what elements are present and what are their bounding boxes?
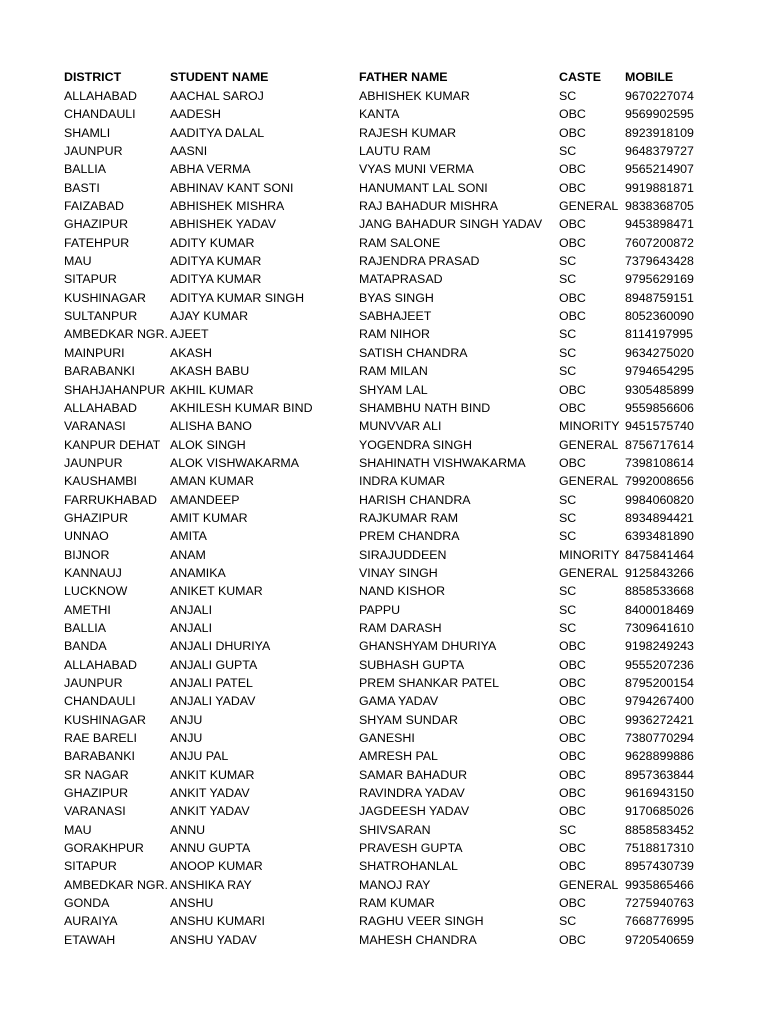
table-row: [64, 160, 704, 178]
header-caste: CASTE: [559, 70, 601, 84]
cell-caste: SC: [559, 914, 577, 929]
cell-district: MAINPURI: [64, 345, 125, 360]
cell-student-name: ANJALI: [170, 602, 213, 617]
cell-district: SR NAGAR: [64, 767, 129, 782]
cell-father-name: PRAVESH GUPTA: [359, 841, 463, 856]
cell-caste: OBC: [559, 455, 586, 470]
cell-caste: OBC: [559, 804, 586, 819]
cell-district: SITAPUR: [64, 272, 117, 287]
cell-father-name: HARISH CHANDRA: [359, 492, 471, 507]
table-row: [64, 637, 704, 655]
table-row: [64, 381, 704, 399]
cell-student-name: ANSHU YADAV: [170, 932, 257, 947]
cell-father-name: VINAY SINGH: [359, 565, 438, 580]
cell-student-name: ABHA VERMA: [170, 162, 251, 177]
cell-caste: OBC: [559, 235, 586, 250]
cell-father-name: SIRAJUDDEEN: [359, 547, 447, 562]
cell-student-name: ANIKET KUMAR: [170, 584, 263, 599]
cell-caste: OBC: [559, 657, 586, 672]
cell-caste: SC: [559, 822, 577, 837]
cell-student-name: ANJU: [170, 731, 203, 746]
table-row: [64, 142, 704, 160]
cell-caste: GENERAL: [559, 474, 619, 489]
cell-father-name: RAJKUMAR RAM: [359, 510, 459, 525]
cell-mobile: 7309641610: [625, 620, 694, 635]
cell-mobile: 7380770294: [625, 731, 694, 746]
table-row: [64, 527, 704, 545]
cell-caste: OBC: [559, 932, 586, 947]
cell-district: UNNAO: [64, 529, 109, 544]
cell-father-name: SHATROHANLAL: [359, 859, 458, 874]
cell-mobile: 6393481890: [625, 529, 694, 544]
cell-mobile: 8756717614: [625, 437, 694, 452]
cell-district: KANNAUJ: [64, 565, 122, 580]
cell-mobile: 8957430739: [625, 859, 694, 874]
cell-district: BALLIA: [64, 162, 107, 177]
cell-mobile: 7607200872: [625, 235, 694, 250]
cell-father-name: AMRESH PAL: [359, 749, 438, 764]
table-row: [64, 711, 704, 729]
table-row: [64, 839, 704, 857]
table-row: [64, 894, 704, 912]
cell-caste: SC: [559, 620, 577, 635]
cell-father-name: SUBHASH GUPTA: [359, 657, 465, 672]
cell-caste: GENERAL: [559, 199, 619, 214]
cell-father-name: PREM CHANDRA: [359, 529, 460, 544]
cell-father-name: SATISH CHANDRA: [359, 345, 468, 360]
cell-district: KUSHINAGAR: [64, 290, 146, 305]
cell-mobile: 9634275020: [625, 345, 694, 360]
cell-caste: SC: [559, 89, 577, 103]
cell-district: LUCKNOW: [64, 584, 128, 599]
cell-caste: SC: [559, 345, 577, 360]
cell-father-name: VYAS MUNI VERMA: [359, 162, 474, 177]
cell-caste: OBC: [559, 290, 586, 305]
table-row: [64, 472, 704, 490]
table-row: [64, 325, 704, 343]
cell-caste: OBC: [559, 180, 586, 195]
cell-student-name: AKASH: [170, 345, 213, 360]
header-district: DISTRICT: [64, 70, 122, 84]
cell-caste: OBC: [559, 767, 586, 782]
cell-caste: SC: [559, 529, 577, 544]
cell-father-name: JANG BAHADUR SINGH YADAV: [359, 217, 543, 232]
table-row: [64, 692, 704, 710]
cell-district: AURAIYA: [64, 914, 118, 929]
cell-district: KAUSHAMBI: [64, 474, 137, 489]
cell-mobile: 9628899886: [625, 749, 694, 764]
cell-student-name: AKHIL KUMAR: [170, 382, 254, 397]
table-row: [64, 491, 704, 509]
cell-student-name: ANKIT YADAV: [170, 786, 250, 801]
cell-father-name: RAJ BAHADUR MISHRA: [359, 199, 499, 214]
cell-father-name: RAJENDRA PRASAD: [359, 254, 480, 269]
cell-mobile: 9125843266: [625, 565, 694, 580]
header-student-name: STUDENT NAME: [170, 70, 269, 84]
table-row: [64, 454, 704, 472]
cell-father-name: RAVINDRA YADAV: [359, 786, 465, 801]
table-row: [64, 766, 704, 784]
cell-caste: GENERAL: [559, 877, 619, 892]
cell-father-name: LAUTU RAM: [359, 144, 431, 159]
cell-mobile: 9453898471: [625, 217, 694, 232]
cell-mobile: 9305485899: [625, 382, 694, 397]
cell-student-name: ANNU: [170, 822, 206, 837]
cell-district: AMBEDKAR NGR.: [64, 877, 168, 892]
cell-mobile: 9720540659: [625, 932, 694, 947]
cell-student-name: AJEET: [170, 327, 209, 342]
cell-district: KANPUR DEHAT: [64, 437, 161, 452]
cell-caste: OBC: [559, 712, 586, 727]
cell-mobile: 9198249243: [625, 639, 694, 654]
cell-student-name: ANKIT YADAV: [170, 804, 250, 819]
cell-caste: SC: [559, 510, 577, 525]
cell-father-name: YOGENDRA SINGH: [359, 437, 472, 452]
cell-caste: OBC: [559, 400, 586, 415]
cell-mobile: 8400018469: [625, 602, 694, 617]
cell-father-name: GAMA YADAV: [359, 694, 439, 709]
cell-student-name: ANJU PAL: [170, 749, 229, 764]
cell-student-name: AKASH BABU: [170, 364, 250, 379]
cell-district: JAUNPUR: [64, 455, 123, 470]
cell-student-name: ABHISHEK YADAV: [170, 217, 277, 232]
cell-father-name: MAHESH CHANDRA: [359, 932, 477, 947]
cell-mobile: 9648379727: [625, 144, 694, 159]
cell-father-name: RAM DARASH: [359, 620, 442, 635]
cell-mobile: 9919881871: [625, 180, 694, 195]
cell-student-name: ANSHU: [170, 896, 214, 911]
cell-student-name: ALISHA BANO: [170, 419, 252, 434]
cell-mobile: 9451575740: [625, 419, 694, 434]
cell-father-name: SHAHINATH VISHWAKARMA: [359, 455, 526, 470]
cell-student-name: ADITYA KUMAR SINGH: [170, 290, 305, 305]
cell-caste: OBC: [559, 694, 586, 709]
cell-district: JAUNPUR: [64, 144, 123, 159]
cell-mobile: 9794654295: [625, 364, 694, 379]
cell-father-name: KANTA: [359, 107, 400, 122]
cell-father-name: INDRA KUMAR: [359, 474, 446, 489]
cell-father-name: SHYAM LAL: [359, 382, 428, 397]
cell-student-name: ANKIT KUMAR: [170, 767, 255, 782]
cell-student-name: ANSHU KUMARI: [170, 914, 266, 929]
cell-father-name: SHAMBHU NATH BIND: [359, 400, 491, 415]
cell-father-name: RAM MILAN: [359, 364, 428, 379]
cell-mobile: 7275940763: [625, 896, 694, 911]
table-row: [64, 821, 704, 839]
cell-caste: MINORITY: [559, 419, 620, 434]
cell-district: BIJNOR: [64, 547, 110, 562]
cell-caste: OBC: [559, 309, 586, 324]
cell-district: BARABANKI: [64, 364, 135, 379]
table-row: [64, 876, 704, 894]
cell-father-name: PREM SHANKAR PATEL: [359, 676, 499, 690]
cell-student-name: AMANDEEP: [170, 492, 240, 507]
table-row: [64, 747, 704, 765]
cell-father-name: GHANSHYAM DHURIYA: [359, 639, 497, 654]
cell-district: SHAMLI: [64, 125, 111, 140]
cell-student-name: AACHAL SAROJ: [170, 89, 264, 103]
header-father-name: FATHER NAME: [359, 70, 448, 84]
cell-district: BANDA: [64, 639, 107, 654]
cell-caste: OBC: [559, 125, 586, 140]
cell-caste: OBC: [559, 896, 586, 911]
cell-student-name: ANAMIKA: [170, 565, 226, 580]
table-body: [64, 87, 704, 949]
cell-caste: SC: [559, 327, 577, 342]
cell-mobile: 9559856606: [625, 400, 694, 415]
cell-student-name: ADITY KUMAR: [170, 235, 255, 250]
table-row: [64, 417, 704, 435]
cell-student-name: AADITYA DALAL: [170, 125, 265, 140]
cell-father-name: MUNVVAR ALI: [359, 419, 442, 434]
cell-district: SHAHJAHANPUR: [64, 382, 166, 397]
table-row: [64, 656, 704, 674]
cell-father-name: HANUMANT LAL SONI: [359, 180, 488, 195]
cell-mobile: 9170685026: [625, 804, 694, 819]
cell-mobile: 7518817310: [625, 841, 694, 856]
cell-father-name: PAPPU: [359, 602, 401, 617]
cell-caste: OBC: [559, 107, 586, 122]
cell-father-name: BYAS SINGH: [359, 290, 434, 305]
cell-mobile: 9670227074: [625, 89, 694, 103]
cell-caste: SC: [559, 492, 577, 507]
cell-student-name: ABHISHEK MISHRA: [170, 199, 285, 214]
cell-mobile: 8858533668: [625, 584, 694, 599]
cell-caste: SC: [559, 254, 577, 269]
cell-mobile: 9555207236: [625, 657, 694, 672]
table-row: [64, 289, 704, 307]
cell-student-name: ANNU GUPTA: [170, 841, 251, 856]
cell-caste: GENERAL: [559, 565, 619, 580]
cell-student-name: ALOK VISHWAKARMA: [170, 455, 299, 470]
cell-father-name: MANOJ RAY: [359, 877, 431, 892]
cell-father-name: RAJESH KUMAR: [359, 125, 457, 140]
cell-student-name: ANJALI GUPTA: [170, 657, 258, 672]
cell-mobile: 9838368705: [625, 199, 694, 214]
table-row: [64, 802, 704, 820]
cell-student-name: ABHINAV KANT SONI: [170, 180, 294, 195]
cell-caste: OBC: [559, 217, 586, 232]
cell-district: GHAZIPUR: [64, 510, 129, 525]
cell-mobile: 7992008656: [625, 474, 694, 489]
cell-district: AMETHI: [64, 602, 111, 617]
cell-father-name: RAGHU VEER SINGH: [359, 914, 484, 929]
cell-district: GORAKHPUR: [64, 841, 144, 856]
student-table: [64, 68, 704, 949]
cell-father-name: RAM KUMAR: [359, 896, 435, 911]
cell-student-name: ANAM: [170, 547, 206, 562]
table-row: [64, 931, 704, 949]
cell-father-name: SAMAR BAHADUR: [359, 767, 468, 782]
table-row: [64, 87, 704, 105]
cell-district: FARRUKHABAD: [64, 492, 157, 507]
table-row: [64, 601, 704, 619]
cell-district: ETAWAH: [64, 932, 116, 947]
cell-caste: SC: [559, 602, 577, 617]
cell-student-name: ADITYA KUMAR: [170, 254, 262, 269]
cell-mobile: 8795200154: [625, 676, 694, 690]
cell-student-name: ANOOP KUMAR: [170, 859, 263, 874]
cell-student-name: AKHILESH KUMAR BIND: [170, 400, 313, 415]
cell-father-name: GANESHI: [359, 731, 415, 746]
cell-mobile: 7379643428: [625, 254, 694, 269]
cell-student-name: ANJALI DHURIYA: [170, 639, 271, 654]
cell-father-name: JAGDEESH YADAV: [359, 804, 470, 819]
cell-district: BASTI: [64, 180, 100, 195]
table-row: [64, 912, 704, 930]
cell-caste: OBC: [559, 859, 586, 874]
cell-district: ALLAHABAD: [64, 657, 138, 672]
header-mobile: MOBILE: [625, 70, 674, 84]
cell-student-name: ANJALI YADAV: [170, 694, 256, 709]
cell-district: JAUNPUR: [64, 676, 123, 690]
cell-district: GONDA: [64, 896, 110, 911]
cell-caste: OBC: [559, 731, 586, 746]
cell-father-name: SHYAM SUNDAR: [359, 712, 458, 727]
cell-caste: OBC: [559, 749, 586, 764]
cell-mobile: 9935865466: [625, 877, 694, 892]
cell-mobile: 8934894421: [625, 510, 694, 525]
cell-district: BARABANKI: [64, 749, 135, 764]
cell-father-name: MATAPRASAD: [359, 272, 443, 287]
cell-district: KUSHINAGAR: [64, 712, 146, 727]
cell-mobile: 8475841464: [625, 547, 694, 562]
cell-district: ALLAHABAD: [64, 89, 138, 103]
cell-student-name: ADITYA KUMAR: [170, 272, 262, 287]
table-row: [64, 546, 704, 564]
cell-father-name: RAM SALONE: [359, 235, 441, 250]
cell-student-name: ANJU: [170, 712, 203, 727]
cell-mobile: 8052360090: [625, 309, 694, 324]
header-row: [64, 68, 704, 87]
table-row: [64, 234, 704, 252]
cell-student-name: ANJALI PATEL: [170, 676, 253, 690]
cell-mobile: 8957363844: [625, 767, 694, 782]
cell-father-name: RAM NIHOR: [359, 327, 430, 342]
student-list-sheet: [64, 68, 744, 949]
cell-district: CHANDAULI: [64, 694, 136, 709]
cell-caste: OBC: [559, 676, 586, 690]
table-row: [64, 179, 704, 197]
cell-district: ALLAHABAD: [64, 400, 138, 415]
cell-mobile: 9565214907: [625, 162, 694, 177]
cell-mobile: 8858583452: [625, 822, 694, 837]
cell-mobile: 8923918109: [625, 125, 694, 140]
cell-mobile: 9795629169: [625, 272, 694, 287]
cell-mobile: 9616943150: [625, 786, 694, 801]
table-row: [64, 857, 704, 875]
cell-student-name: AJAY KUMAR: [170, 309, 249, 324]
cell-caste: SC: [559, 272, 577, 287]
cell-caste: OBC: [559, 639, 586, 654]
cell-mobile: 9794267400: [625, 694, 694, 709]
cell-caste: MINORITY: [559, 547, 620, 562]
cell-district: VARANASI: [64, 419, 126, 434]
cell-student-name: AMITA: [170, 529, 207, 544]
cell-father-name: ABHISHEK KUMAR: [359, 89, 470, 103]
cell-district: GHAZIPUR: [64, 786, 129, 801]
cell-mobile: 9569902595: [625, 107, 694, 122]
cell-mobile: 9984060820: [625, 492, 694, 507]
table-row: [64, 582, 704, 600]
cell-caste: OBC: [559, 162, 586, 177]
cell-student-name: ANJALI: [170, 620, 213, 635]
cell-district: RAE BARELI: [64, 731, 137, 746]
cell-district: SULTANPUR: [64, 309, 138, 324]
table-row: [64, 784, 704, 802]
cell-district: VARANASI: [64, 804, 126, 819]
table-row: [64, 215, 704, 233]
cell-mobile: 8948759151: [625, 290, 694, 305]
table-row: [64, 344, 704, 362]
cell-district: GHAZIPUR: [64, 217, 129, 232]
cell-student-name: AMIT KUMAR: [170, 510, 248, 525]
cell-district: AMBEDKAR NGR.: [64, 327, 168, 342]
cell-caste: OBC: [559, 841, 586, 856]
cell-father-name: NAND KISHOR: [359, 584, 446, 599]
cell-student-name: ALOK SINGH: [170, 437, 246, 452]
table-row: [64, 436, 704, 454]
cell-mobile: 9936272421: [625, 712, 694, 727]
table-row: [64, 124, 704, 142]
cell-caste: OBC: [559, 786, 586, 801]
cell-father-name: SABHAJEET: [359, 309, 432, 324]
cell-student-name: ANSHIKA RAY: [170, 877, 252, 892]
cell-district: FAIZABAD: [64, 199, 124, 214]
table-row: [64, 307, 704, 325]
cell-caste: GENERAL: [559, 437, 619, 452]
table-row: [64, 252, 704, 270]
table-row: [64, 270, 704, 288]
table-row: [64, 399, 704, 417]
cell-caste: SC: [559, 144, 577, 159]
cell-student-name: AASNI: [170, 144, 208, 159]
cell-mobile: 7668776995: [625, 914, 694, 929]
cell-district: SITAPUR: [64, 859, 117, 874]
cell-district: BALLIA: [64, 620, 107, 635]
cell-district: MAU: [64, 254, 92, 269]
table-row: [64, 674, 704, 692]
table-row: [64, 564, 704, 582]
cell-caste: SC: [559, 584, 577, 599]
cell-father-name: SHIVSARAN: [359, 822, 431, 837]
cell-district: MAU: [64, 822, 92, 837]
table-row: [64, 619, 704, 637]
table-row: [64, 105, 704, 123]
table-row: [64, 509, 704, 527]
cell-student-name: AMAN KUMAR: [170, 474, 254, 489]
table-row: [64, 729, 704, 747]
cell-caste: OBC: [559, 382, 586, 397]
cell-caste: SC: [559, 364, 577, 379]
cell-mobile: 7398108614: [625, 455, 694, 470]
cell-student-name: AADESH: [170, 107, 221, 122]
table-row: [64, 197, 704, 215]
cell-mobile: 8114197995: [625, 327, 693, 342]
cell-district: FATEHPUR: [64, 235, 130, 250]
table-row: [64, 362, 704, 380]
cell-district: CHANDAULI: [64, 107, 136, 122]
